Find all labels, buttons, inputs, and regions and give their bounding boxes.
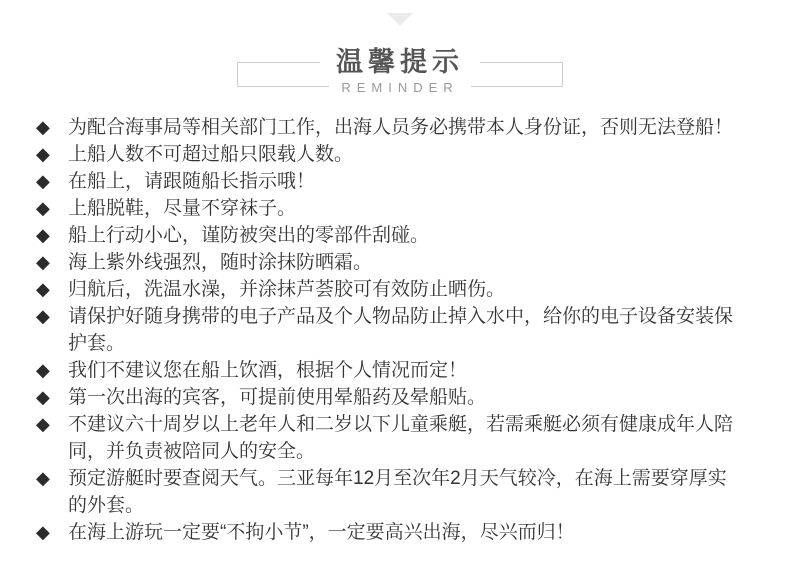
tip-text: 预定游艇时要查阅天气。三亚每年12月至次年2月天气较冷，在海上需要穿厚实的外套。 bbox=[68, 468, 727, 516]
diamond-bullet-icon: ◆ bbox=[36, 468, 50, 488]
tip-text: 不建议六十周岁以上老年人和二岁以下儿童乘艇，若需乘艇必须有健康成年人陪同，并负责被陪同人的安全。 bbox=[68, 414, 734, 462]
tip-text: 请保护好随身携带的电子产品及个人物品防止掉入水中，给你的电子设备安装保护套。 bbox=[68, 306, 734, 354]
triangle-down-icon bbox=[387, 13, 413, 26]
tip-text: 上船脱鞋，尽量不穿袜子。 bbox=[68, 198, 297, 219]
list-item bbox=[36, 222, 740, 249]
list-item bbox=[36, 195, 740, 222]
diamond-bullet-icon: ◆ bbox=[36, 144, 50, 164]
tip-text: 上船人数不可超过船只限载人数。 bbox=[68, 144, 354, 165]
tip-text: 在海上游玩一定要“不拘小节”，一定要高兴出海，尽兴而归！ bbox=[68, 522, 575, 543]
diamond-bullet-icon: ◆ bbox=[36, 306, 50, 326]
list-item bbox=[36, 168, 740, 195]
tip-text: 船上行动小心，谨防被突出的零部件刮碰。 bbox=[68, 225, 430, 246]
list-item bbox=[36, 249, 740, 276]
list-item bbox=[36, 384, 740, 411]
diamond-bullet-icon: ◆ bbox=[36, 279, 50, 299]
tip-text: 在船上，请跟随船长指示哦！ bbox=[68, 171, 316, 192]
page-subtitle: REMINDER bbox=[329, 79, 470, 97]
list-item bbox=[36, 114, 740, 141]
diamond-bullet-icon: ◆ bbox=[36, 198, 50, 218]
diamond-bullet-icon: ◆ bbox=[36, 117, 50, 137]
diamond-bullet-icon: ◆ bbox=[36, 522, 50, 542]
list-item bbox=[36, 141, 740, 168]
diamond-bullet-icon: ◆ bbox=[36, 414, 50, 434]
tips-list bbox=[36, 114, 740, 546]
list-item bbox=[36, 411, 740, 465]
diamond-bullet-icon: ◆ bbox=[36, 252, 50, 272]
tip-text: 为配合海事局等相关部门工作，出海人员务必携带本人身份证，否则无法登船！ bbox=[68, 117, 734, 138]
tip-text: 第一次出海的宾客，可提前使用晕船药及晕船贴。 bbox=[68, 387, 487, 408]
diamond-bullet-icon: ◆ bbox=[36, 171, 50, 191]
tip-text: 归航后，洗温水澡，并涂抹芦荟胶可有效防止晒伤。 bbox=[68, 279, 506, 300]
diamond-bullet-icon: ◆ bbox=[36, 387, 50, 407]
list-item bbox=[36, 303, 740, 357]
list-item bbox=[36, 357, 740, 384]
tip-text: 我们不建议您在船上饮酒，根据个人情况而定！ bbox=[68, 360, 468, 381]
list-item bbox=[36, 465, 740, 519]
diamond-bullet-icon: ◆ bbox=[36, 225, 50, 245]
list-item bbox=[36, 276, 740, 303]
list-item bbox=[36, 519, 740, 546]
tip-text: 海上紫外线强烈，随时涂抹防晒霜。 bbox=[68, 252, 373, 273]
diamond-bullet-icon: ◆ bbox=[36, 360, 50, 380]
page-title: 温馨提示 bbox=[320, 44, 480, 80]
